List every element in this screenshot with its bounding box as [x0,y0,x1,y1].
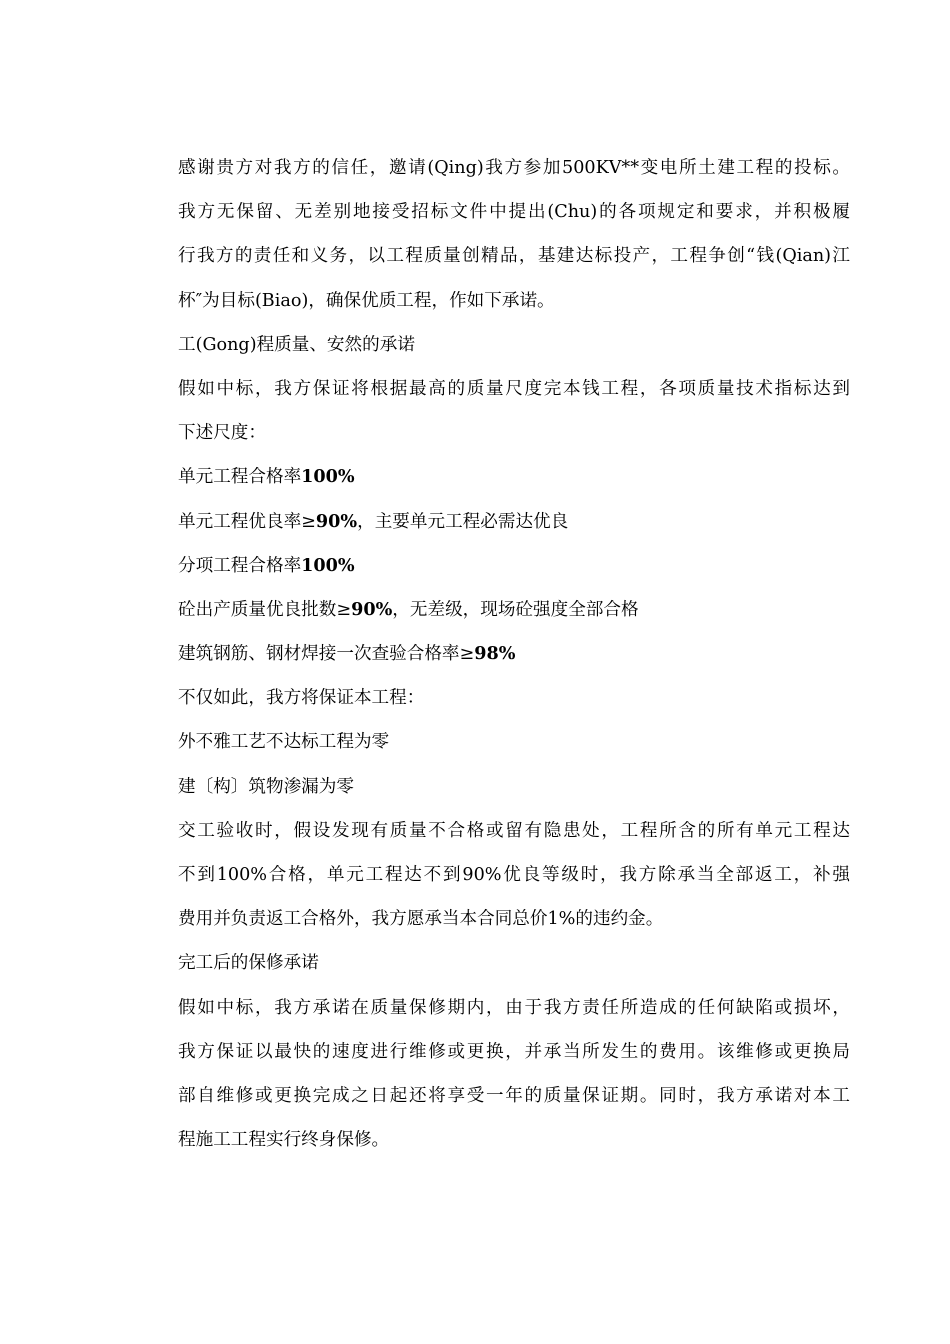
penalty-line: 交工验收时，假设发现有质量不合格或留有隐患处，工程所含的所有单元工程达 [178,820,850,841]
section2-heading: 完工后的保修承诺 [178,953,319,974]
penalty-paragraph [178,809,850,942]
quality-metric [178,500,850,544]
section2-para-line: 我方保证以最快的速度进行维修或更换，并承当所发生的费用。该维修或更换局 [178,1041,850,1062]
metric-value: 98% [474,643,516,665]
quality-metric [178,455,850,499]
section1-heading: 工(Gong)程质量、安然的承诺 [178,334,415,355]
section2-para-line: 程施工工程实行终身保修。 [178,1130,390,1151]
extra-guarantee-intro: 不仅如此，我方将保证本工程： [178,688,425,709]
intro-line: 行我方的责任和义务，以工程质量创精品，基建达标投产，工程争创“钱(Qian)江 [178,246,850,267]
metric-label: 分项工程合格率 [178,555,302,576]
section1-paragraph [178,367,850,455]
intro-line: 我方无保留、无差别地接受招标文件中提出(Chu)的各项规定和要求，并积极履 [178,202,850,223]
metric-label: 单元工程合格率 [178,467,302,488]
metric-label: 建筑钢筋、钢材焊接一次查验合格率≥ [178,644,475,665]
section2-para-line: 假如中标，我方承诺在质量保修期内，由于我方责任所造成的任何缺陷或损坏， [178,997,850,1018]
quality-metric [178,544,850,588]
section2-para-line: 部自维修或更换完成之日起还将享受一年的质量保证期。同时，我方承诺对本工 [178,1085,850,1106]
metric-value: 100% [301,554,355,576]
penalty-line: 不到100%合格，单元工程达不到90%优良等级时，我方除承当全部返工，补强 [178,865,850,885]
intro-line: 杯″为目标(Biao)，确保优质工程，作如下承诺。 [178,290,555,311]
section1-para-line: 假如中标，我方保证将根据最高的质量尺度完本钱工程，各项质量技术指标达到 [178,378,850,399]
intro-paragraph [178,146,850,323]
metric-suffix: ，无差级，现场砼强度全部合格 [392,599,639,620]
extra-guarantee-item: 建〔构〕筑物渗漏为零 [178,776,354,797]
section1-para-line: 下述尺度： [178,423,266,444]
document-body [178,146,850,1162]
quality-metric [178,588,850,632]
extra-guarantee-item: 外不雅工艺不达标工程为零 [178,732,390,753]
intro-line: 感谢贵方对我方的信任，邀请(Qing)我方参加500KV**变电所土建工程的投标。 [178,158,850,178]
metric-label: 砼出产质量优良批数≥ [178,599,352,620]
metric-label: 单元工程优良率≥ [178,511,316,532]
metric-suffix: ，主要单元工程必需达优良 [357,511,569,532]
section2-paragraph [178,986,850,1163]
penalty-line: 费用并负责返工合格外，我方愿承当本合同总价1%的违约金。 [178,909,664,930]
quality-metric [178,632,850,676]
metric-value: 90% [351,598,393,620]
metric-value: 90% [315,510,358,532]
metric-value: 100% [301,466,355,488]
